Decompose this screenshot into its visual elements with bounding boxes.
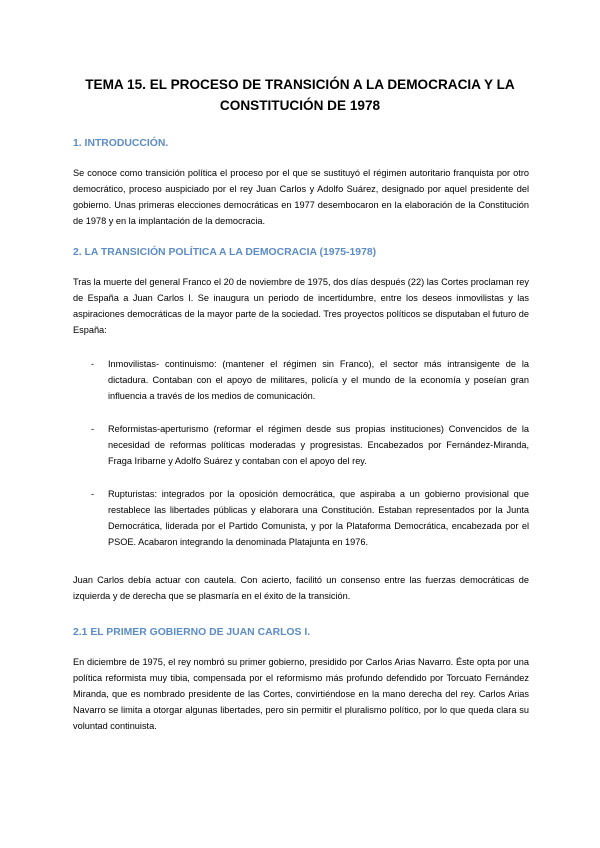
political-projects-list <box>73 356 529 550</box>
first-government-paragraph: En diciembre de 1975, el rey nombró su primer gobierno, presidido por Carlos Arias Navarro. Éste opta por una política reformista muy tibia, compensada por el reformismo más profundo defendido por Torcuato Fernández Miranda, que es nombrado presidente de las Cortes, convirtiéndose en la mano derecha del rey. Carlos Arias Navarro se limita a otorgar algunas libertades, pero sin permitir el pluralismo político, por lo que queda clara su voluntad continuista. <box>73 657 529 731</box>
project-reformistas: Reformistas-aperturismo (reformar el régimen desde sus propias instituciones) Convencidos de la necesidad de reformas políticas moderadas y progresistas. Encabezados por Fernández-Miranda, Fraga Iribarne y Adolfo Suárez y contaban con el apoyo del rey. <box>108 424 529 466</box>
intro-paragraph: Se conoce como transición política el proceso por el que se sustituyó el régimen autoritario franquista por otro democrático, proceso auspiciado por el rey Juan Carlos y Adolfo Suárez, designado por aquel presidente del gobierno. Unas primeras elecciones democráticas en 1977 desembocaron en la elaboración de la Constitución de 1978 y en la implantación de la democracia. <box>73 168 529 226</box>
section-heading-introduccion: 1. INTRODUCCIÓN. <box>73 138 169 149</box>
transition-paragraph: Tras la muerte del general Franco el 20 de noviembre de 1975, dos días después (22) las Cortes proclaman rey de España a Juan Carlos I. Se inaugura un periodo de incertidumbre, entre los deseos inmovilistas y las aspiraciones democráticas de la mayor parte de la sociedad. Tres proyectos políticos se disputaban el futuro de España: <box>73 277 529 335</box>
section-heading-primer-gobierno: 2.1 EL PRIMER GOBIERNO DE JUAN CARLOS I. <box>73 627 311 638</box>
section-heading-transicion: 2. LA TRANSICIÓN POLÍTICA A LA DEMOCRACIA (1975-1978) <box>73 247 377 258</box>
project-inmovilistas: Inmovilistas- continuismo: (mantener el régimen sin Franco), el sector más intransigente de la dictadura. Contaban con el apoyo de militares, policía y el mundo de la economía y poseían gran influencia a través de los medios de comunicación. <box>108 359 529 401</box>
transition-closing-paragraph: Juan Carlos debía actuar con cautela. Con acierto, facilitó un consenso entre las fuerzas democráticas de izquierda y de derecha que se plasmaría en el éxito de la transición. <box>73 575 529 601</box>
bullet-dash: - <box>91 359 95 369</box>
project-rupturistas: Rupturistas: integrados por la oposición democrática, que aspiraba a un gobierno provisional que restablece las libertades públicas y elaborara una Constitución. Estaban representados por la Junta Democrática, liderada por el Partido Comunista, y por la Plataforma Democrática, encabezada por el PSOE. Acabaron integrando la denominada Platajunta en 1976. <box>108 489 529 547</box>
list-item <box>73 486 529 550</box>
page-title: TEMA 15. EL PROCESO DE TRANSICIÓN A LA DEMOCRACIA Y LA CONSTITUCIÓN DE 1978 <box>85 77 515 113</box>
list-item <box>73 356 529 404</box>
list-item <box>73 421 529 469</box>
bullet-dash: - <box>91 424 95 434</box>
bullet-dash: - <box>91 489 95 499</box>
